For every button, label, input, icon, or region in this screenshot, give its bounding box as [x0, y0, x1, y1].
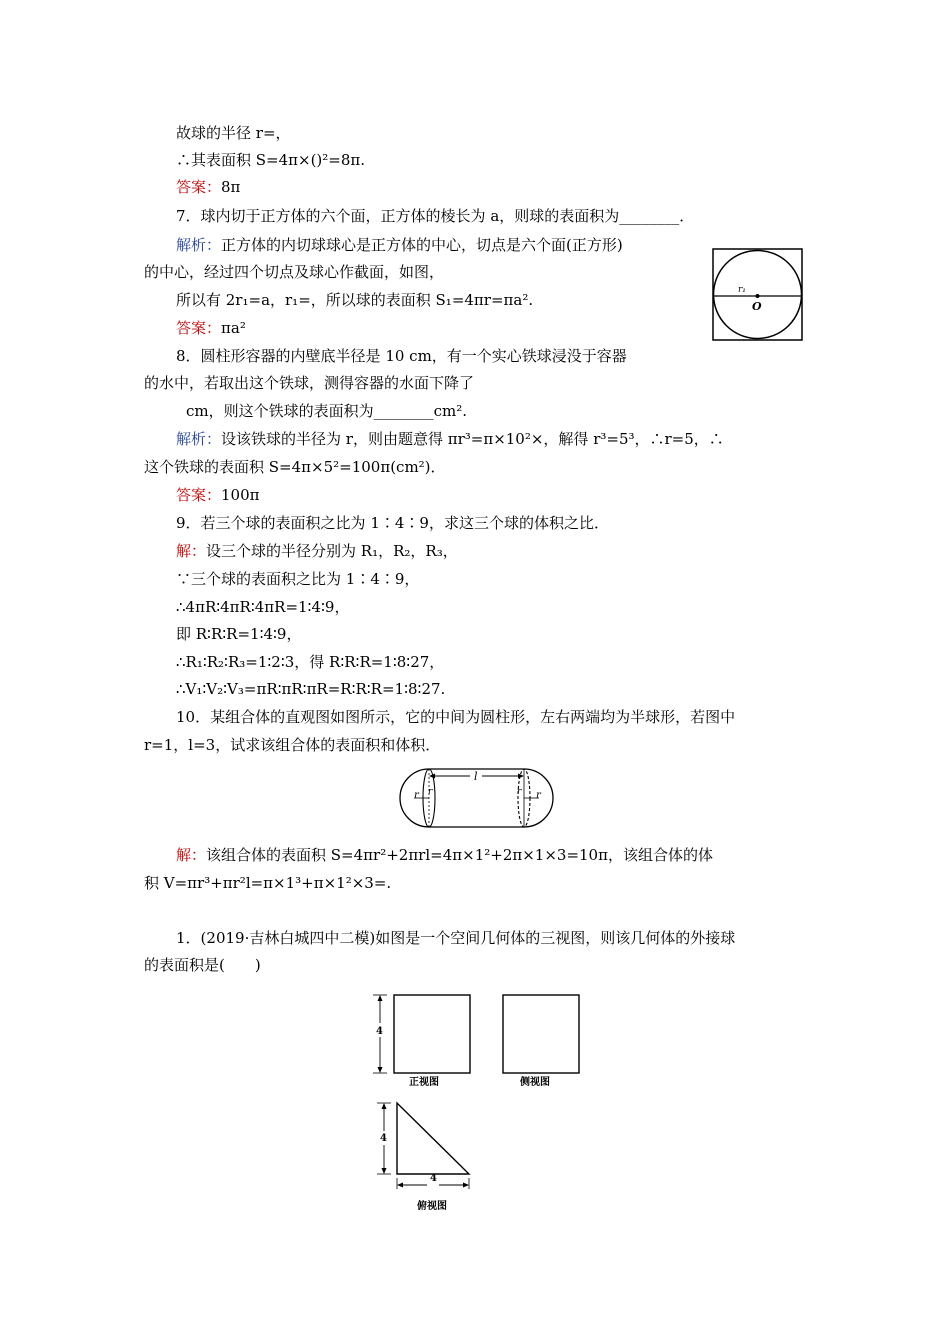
p1-three-view-figure [365, 985, 590, 1215]
radius-label: r₁ [738, 285, 746, 295]
radius-label-right: r [536, 790, 541, 801]
radius-label-right-inner: r [517, 787, 522, 797]
q7-question: 7．球内切于正方体的六个面，正方体的棱长为 a，则球的表面积为________． [176, 207, 695, 225]
solution-label: 解析： [176, 236, 222, 254]
solution-label: 解： [176, 846, 207, 864]
q7-sphere-in-cube-figure [712, 248, 804, 342]
q10-question-line-2: r=1，l=3，试求该组合体的表面积和体积． [144, 736, 441, 754]
q6-area-line: ∴其表面积 S=4π×()²=8π. [176, 151, 366, 169]
top-dim-v-label: 4 [380, 1133, 387, 1144]
front-view-label: 正视图 [409, 1077, 439, 1088]
p1-question-line-1: 1．(2019·吉林白城四中二模)如图是一个空间几何体的三视图，则该几何体的外接球 [176, 929, 736, 947]
q9-solution-line-4: 即 R∶R∶R=1∶4∶9， [176, 625, 302, 643]
center-label: O [752, 300, 762, 313]
top-view-label: 俯视图 [417, 1201, 447, 1212]
answer-value: 8π [221, 178, 241, 196]
q9-solution-line-3: ∴4πR∶4πR∶4πR=1∶4∶9， [176, 598, 350, 616]
solution-label: 解： [176, 542, 207, 560]
q9-solution-line-2: ∵三个球的表面积之比为 1∶4∶9， [176, 570, 420, 588]
answer-label: 答案： [176, 319, 222, 337]
q10-question-line-1: 10．某组合体的直观图如图所示，它的中间为圆柱形，左右两端均为半球形，若图中 [176, 708, 736, 726]
answer-label: 答案： [176, 486, 222, 504]
q8-question-line-2: 的水中，若取出这个铁球，测得容器的水面下降了 [144, 374, 475, 392]
q8-solution-line-1: 解析：设该铁球的半径为 r，则由题意得 πr³=π×10²×，解得 r³=5³，∴r=5，∴ [176, 430, 724, 448]
q9-solution-line-1: 解：设三个球的半径分别为 R₁，R₂，R₃， [176, 542, 458, 560]
q7-solution-line-3: 所以有 2r₁=a，r₁=，所以球的表面积 S₁=4πr=πa². [176, 291, 534, 309]
front-dim-label: 4 [376, 1026, 383, 1037]
q10-solution-line-1: 解：该组合体的表面积 S=4πr²+2πrl=4π×1²+2π×1×3=10π，该组合体的体 [176, 846, 713, 864]
q9-solution-line-5: ∴R₁∶R₂∶R₃=1∶2∶3，得 R∶R∶R=1∶8∶27， [176, 653, 445, 671]
q8-solution-line-2: 这个铁球的表面积 S=4π×5²=100π(cm²)． [144, 458, 446, 476]
top-dim-h-label: 4 [430, 1173, 437, 1184]
side-view-label: 侧视图 [520, 1077, 550, 1088]
q10-capsule-figure [398, 762, 554, 832]
q6-answer [176, 177, 240, 197]
q8-question-line-1: 8．圆柱形容器的内壁底半径是 10 cm，有一个实心铁球浸没于容器 [176, 347, 627, 365]
q8-question-line-3: cm，则这个铁球的表面积为________cm². [186, 402, 468, 420]
answer-value: πa² [221, 319, 246, 337]
radius-label-left: r [414, 790, 419, 801]
radius-label-left-inner: r [428, 787, 433, 797]
solution-label: 解析： [176, 430, 222, 448]
q8-answer [176, 485, 260, 505]
q6-radius-line: 故球的半径 r=， [176, 124, 291, 142]
p1-question-line-2: 的表面积是( ) [144, 956, 261, 974]
q7-solution-line-2: 的中心，经过四个切点及球心作截面，如图， [144, 263, 445, 281]
q7-solution-line-1: 解析：正方体的内切球球心是正方体的中心，切点是六个面(正方形) [176, 236, 623, 254]
q9-solution-line-6: ∴V₁∶V₂∶V₃=πR∶πR∶πR=R∶R∶R=1∶8∶27. [176, 680, 446, 698]
q9-question: 9．若三个球的表面积之比为 1∶4∶9，求这三个球的体积之比． [176, 514, 609, 532]
q7-answer [176, 318, 246, 338]
q10-solution-line-2: 积 V=πr³+πr²l=π×1³+π×1²×3=. [144, 874, 392, 892]
length-label: l [474, 770, 478, 783]
answer-label: 答案： [176, 178, 222, 196]
answer-value: 100π [221, 486, 260, 504]
